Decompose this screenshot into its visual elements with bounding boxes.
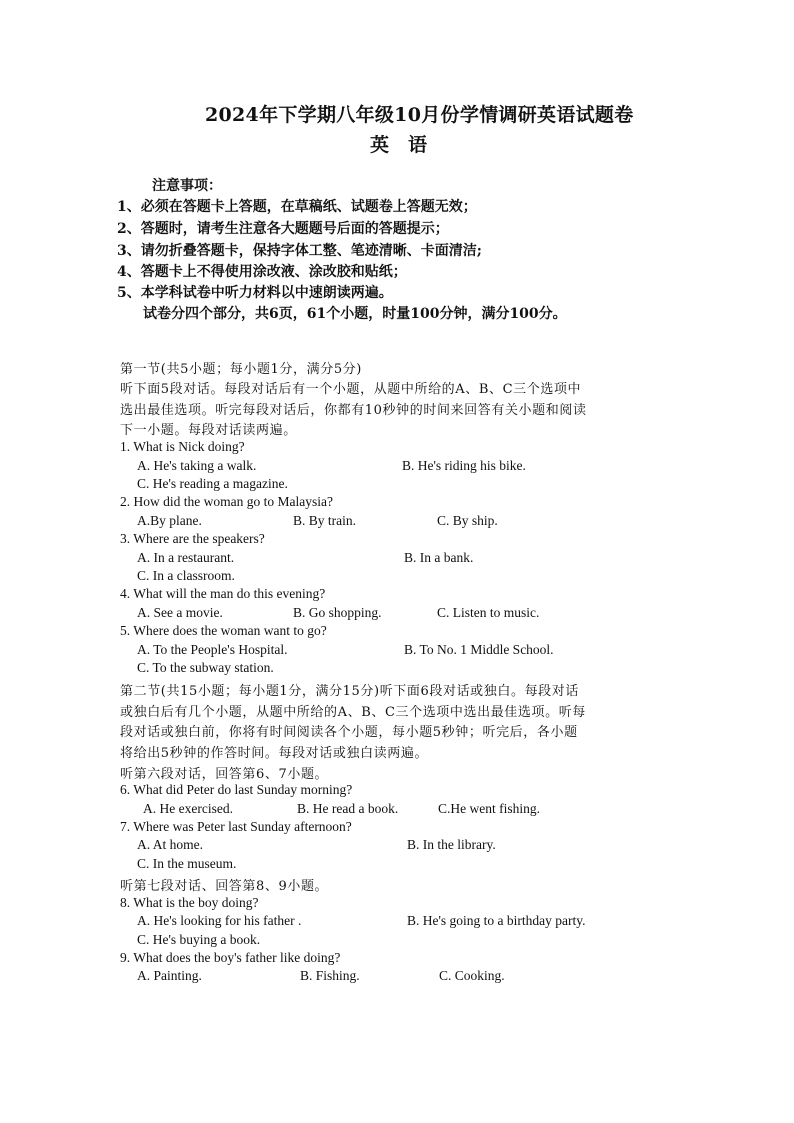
option-b: B. He's riding his bike.	[402, 458, 526, 473]
option-a: A. Painting.	[137, 968, 202, 983]
notice-heading: 注意事项：	[152, 178, 222, 194]
section1-instruction: 听下面5段对话。每段对话后有一个小题，从题中所给的A、B、C三个选项中	[120, 382, 582, 397]
option-c: C. To the subway station.	[137, 660, 274, 675]
notice-summary: 试卷分四个部分，共6页，61个小题，时量100分钟，满分100分。	[143, 306, 567, 322]
option-b: B. In the library.	[407, 837, 496, 852]
subject-title: 英 语	[370, 134, 428, 156]
question-text: 7. Where was Peter last Sunday afternoon?	[120, 819, 352, 834]
option-a: A. At home.	[137, 837, 203, 852]
dialogue-cue: 听第七段对话、回答第8、9小题。	[120, 879, 329, 894]
option-b: B. To No. 1 Middle School.	[404, 642, 554, 657]
option-c: C. Listen to music.	[437, 605, 540, 620]
question-text: 4. What will the man do this evening?	[120, 586, 326, 601]
option-c: C. By ship.	[437, 513, 498, 528]
section2-header: 段对话或独白前，你将有时间阅读各个小题，每小题5秒钟；听完后，各小题	[120, 725, 578, 740]
question-text: 1. What is Nick doing?	[120, 439, 245, 454]
option-a: A.By plane.	[137, 513, 202, 528]
option-c: C. He's reading a magazine.	[137, 476, 288, 491]
option-b: B. Fishing.	[300, 968, 360, 983]
question-text: 9. What does the boy's father like doing?	[120, 950, 341, 965]
question-text: 5. Where does the woman want to go?	[120, 623, 327, 638]
notice-item: 5、本学科试卷中听力材料以中速朗读两遍。	[117, 285, 393, 301]
option-a: A. To the People's Hospital.	[137, 642, 288, 657]
option-a: A. See a movie.	[137, 605, 223, 620]
option-c: C. Cooking.	[439, 968, 505, 983]
section2-header: 第二节(共15小题；每小题1分，满分15分)听下面6段对话或独白。每段对话	[120, 684, 579, 699]
section2-header: 将给出5秒钟的作答时间。每段对话或独白读两遍。	[120, 746, 429, 761]
option-a: A. In a restaurant.	[137, 550, 235, 565]
notice-item: 4、答题卡上不得使用涂改液、涂改胶和贴纸；	[117, 264, 407, 280]
option-a: A. He's looking for his father .	[137, 913, 302, 928]
option-c: C. In the museum.	[137, 856, 237, 871]
option-b: B. By train.	[293, 513, 356, 528]
option-b: B. He's going to a birthday party.	[407, 913, 586, 928]
notice-item: 2、答题时，请考生注意各大题题号后面的答题提示；	[117, 221, 449, 237]
option-c: C. He's buying a book.	[137, 932, 261, 947]
question-text: 8. What is the boy doing?	[120, 895, 259, 910]
notice-item: 1、必须在答题卡上答题，在草稿纸、试题卷上答题无效；	[117, 199, 477, 215]
exam-title: 2024年下学期八年级10月份学情调研英语试题卷	[205, 104, 634, 126]
section2-header: 或独白后有几个小题，从题中所给的A、B、C三个选项中选出最佳选项。听每	[120, 705, 586, 720]
option-b: B. Go shopping.	[293, 605, 382, 620]
notice-item: 3、请勿折叠答题卡，保持字体工整、笔迹清晰、卡面清洁;	[117, 243, 482, 259]
option-a: A. He's taking a walk.	[137, 458, 257, 473]
option-a: A. He exercised.	[143, 801, 233, 816]
option-c: C. In a classroom.	[137, 568, 235, 583]
section1-instruction: 下一小题。每段对话读两遍。	[120, 423, 297, 438]
option-b: B. In a bank.	[404, 550, 474, 565]
question-text: 3. Where are the speakers?	[120, 531, 265, 546]
option-c: C.He went fishing.	[438, 801, 540, 816]
dialogue-cue: 听第六段对话，回答第6、7小题。	[120, 767, 329, 782]
question-text: 6. What did Peter do last Sunday morning?	[120, 782, 353, 797]
question-text: 2. How did the woman go to Malaysia?	[120, 494, 333, 509]
option-b: B. He read a book.	[297, 801, 399, 816]
section1-header: 第一节(共5小题；每小题1分，满分5分)	[120, 362, 362, 377]
section1-instruction: 选出最佳选项。听完每段对话后，你都有10秒钟的时间来回答有关小题和阅读	[120, 403, 587, 418]
